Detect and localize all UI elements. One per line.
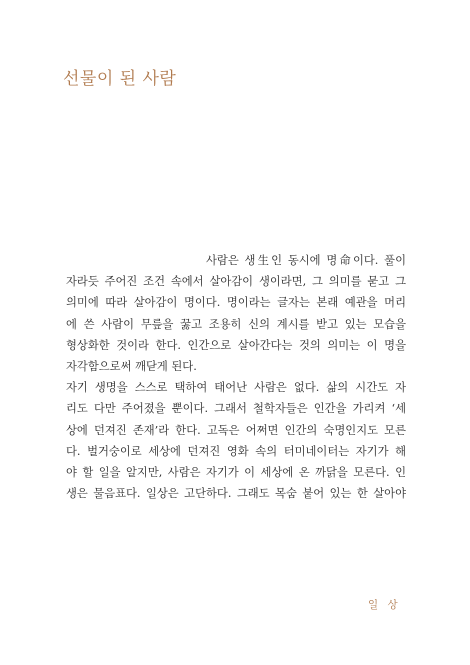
body-line: 야 할 일을 알지만, 사람은 자기가 이 세상에 온 까닭을 모른다. 인 bbox=[66, 465, 406, 479]
body-line: 형상화한 것이라 한다. 인간으로 살아간다는 것의 의미는 이 명을 bbox=[66, 338, 406, 352]
body-text bbox=[66, 250, 406, 504]
body-line: 자라듯 주어진 조건 속에서 살아감이 생이라면, 그 의미를 묻고 그 bbox=[66, 275, 406, 289]
body-line: 에 쓴 사람이 무릎을 꿇고 조용히 신의 계시를 받고 있는 모습을 bbox=[66, 317, 406, 331]
body-line: 다. 벌거숭이로 세상에 던져진 영화 속의 터미네이터는 자기가 해 bbox=[66, 444, 406, 458]
chapter-title: 선물이 된 사람 bbox=[63, 69, 177, 89]
body-line: 자기 생명을 스스로 택하여 태어난 사람은 없다. 삶의 시간도 자 bbox=[66, 381, 406, 395]
body-line: 상에 던져진 존재’라 한다. 고독은 어쩌면 인간의 숙명인지도 모른 bbox=[66, 423, 406, 437]
body-line: 생은 물음표다. 일상은 고단하다. 그래도 목숨 붙어 있는 한 살아야 bbox=[66, 487, 406, 501]
body-line: 의미에 따라 살아감이 명이다. 명이라는 글자는 본래 예관을 머리 bbox=[66, 296, 406, 310]
running-footer: 일 상 bbox=[368, 599, 401, 611]
body-line: 리도 다만 주어졌을 뿐이다. 그래서 철학자들은 인간을 가리켜 ‘세 bbox=[66, 402, 406, 416]
body-line: 사람은 생生인 동시에 명命이다. 풀이 bbox=[206, 254, 406, 267]
body-line: 자각함으로써 깨닫게 된다. bbox=[66, 359, 197, 373]
